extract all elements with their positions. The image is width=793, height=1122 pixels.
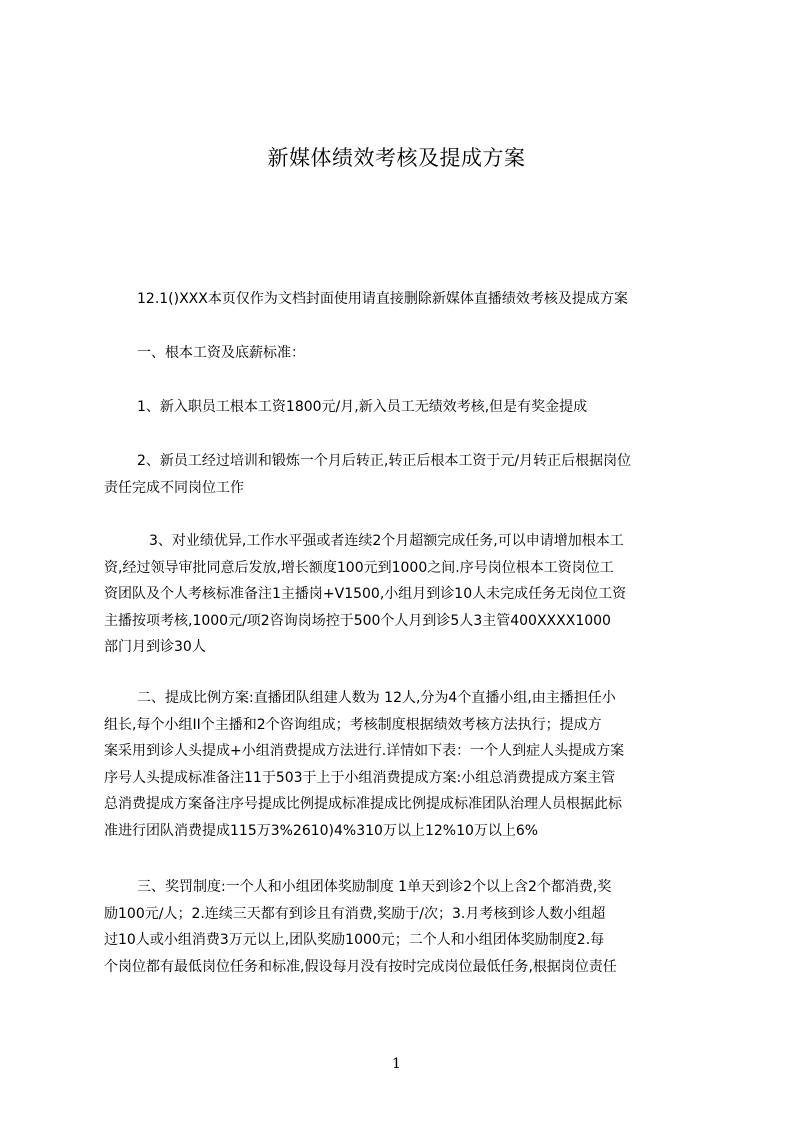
item1-paragraph (137, 394, 587, 421)
item3-paragraph (104, 528, 626, 661)
paragraph-line: 组长,每个小组II个主播和2个咨询组成；考核制度根据绩效考核方法执行；提成方 (104, 716, 602, 733)
paragraph-line: 三、奖罚制度:一个人和小组团体奖励制度 1单天到诊2个以上含2个都消费,奖 (137, 879, 612, 895)
paragraph-line: 资团队及个人考核标准备注1主播岗+V1500,小组月到诊10人未完成任务无岗位工资 (104, 586, 627, 602)
paragraph-line: 一、根本工资及底薪标准： (137, 345, 305, 361)
paragraph-line: 励100元/人；2.连续三天都有到诊且有消费,奖励于/次；3.月考核到诊人数小组超 (104, 905, 606, 922)
section3-paragraph (104, 874, 617, 980)
paragraph-line: 准进行团队消费提成115万3%2610)4%310万以上12%10万以上6% (104, 822, 539, 839)
paragraph-line: 序号人头提成标准备注11于503于上于小组消费提成方案:小组总消费提成方案主管 (104, 769, 616, 786)
paragraph-line: 案采用到诊人头提成+小组消费提成方法进行.详情如下表：一个人到症人头提成方案 (104, 743, 625, 759)
paragraph-line: 主播按项考核,1000元/项2咨询岗场控于500个人月到诊5人3主管400XXXX1000 (104, 612, 611, 629)
paragraph-line: 个岗位都有最低岗位任务和标准,假设每月没有按时完成岗位最低任务,根据岗位责任 (104, 958, 617, 975)
section1-heading (137, 340, 305, 367)
paragraph-line: 责任完成不同岗位工作 (104, 479, 244, 496)
paragraph-line: 部门月到诊30人 (104, 639, 206, 655)
intro-paragraph (137, 286, 628, 313)
document-title: 新媒体绩效考核及提成方案 (267, 146, 526, 170)
paragraph-line: 资,经过领导审批同意后发放,增长额度100元到1000之间.序号岗位根本工资岗位工 (104, 559, 614, 576)
paragraph-line: 12.1()XXX本页仅作为文档封面使用请直接删除新媒体直播绩效考核及提成方案 (137, 291, 628, 307)
section2-paragraph (104, 685, 624, 844)
page-number: 1 (392, 1056, 401, 1072)
paragraph-line: 总消费提成方案备注序号提成比例提成标准提成比例提成标准团队治理人员根据此标 (104, 796, 622, 812)
paragraph-line: 过10人或小组消费3万元以上,团队奖励1000元；二个人和小组团体奖励制度2.每 (104, 932, 605, 948)
paragraph-line: 2、新员工经过培训和锻炼一个月后转正,转正后根本工资于元/月转正后根据岗位 (137, 453, 632, 469)
paragraph-line: 1、新入职员工根本工资1800元/月,新入员工无绩效考核,但是有奖金提成 (137, 399, 588, 415)
item2-paragraph (104, 448, 631, 501)
paragraph-line: 二、提成比例方案:直播团队组建人数为 12人,分为4个直播小组,由主播担任小 (137, 690, 616, 706)
paragraph-line: 3、对业绩优异,工作水平强或者连续2个月超额完成任务,可以申请增加根本工 (149, 533, 624, 549)
